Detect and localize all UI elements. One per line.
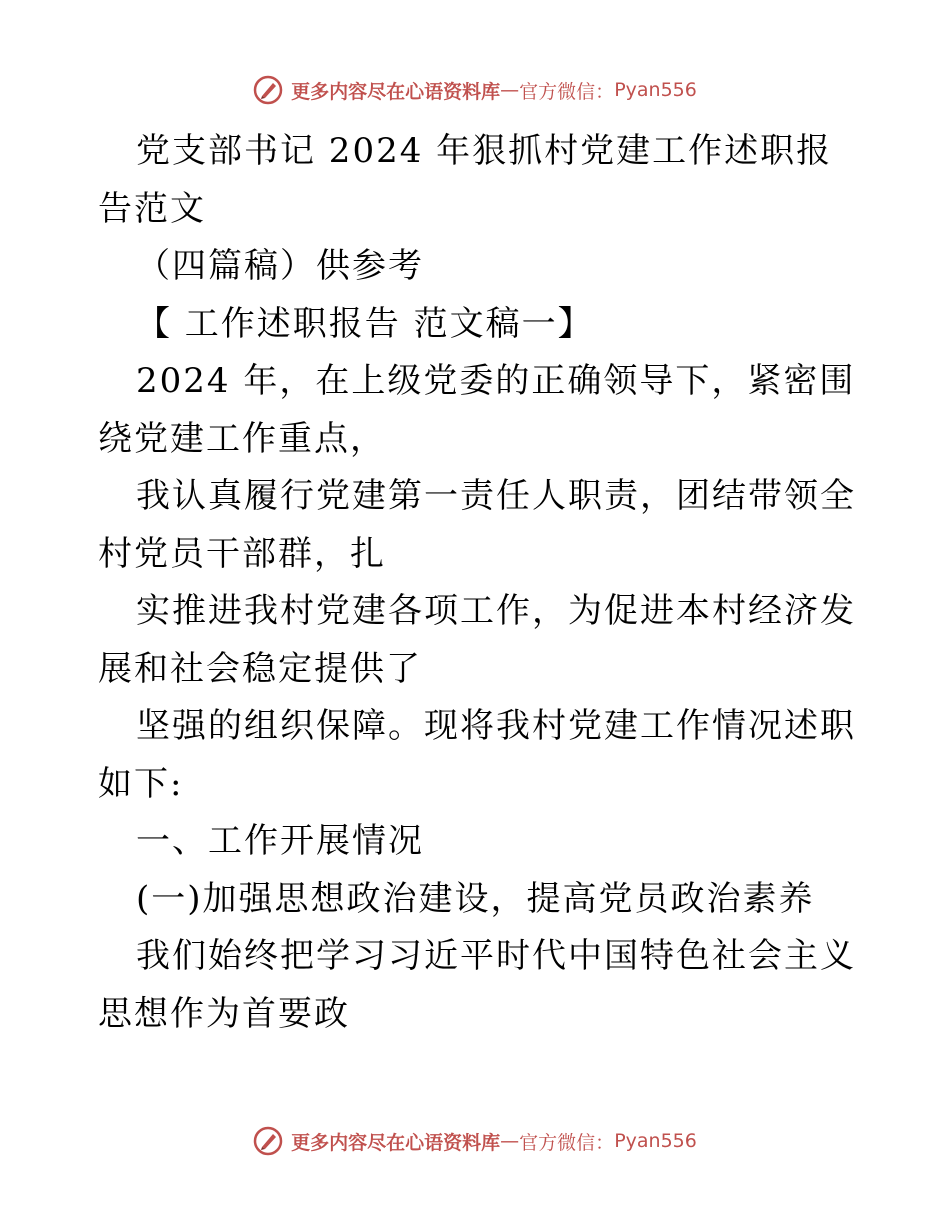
body-paragraph: 坚强的组织保障。现将我村党建工作情况述职如下: [98,706,856,804]
pen-logo-icon [253,1126,283,1156]
banner-wechat-id: Pyan556 [614,1130,697,1152]
banner-separator: — [500,1130,520,1152]
section-heading: 一、工作开展情况 [136,821,424,861]
section-heading: 【 工作述职报告 范文稿一】 [136,303,594,344]
footer-banner[interactable] [0,1121,950,1161]
header-banner[interactable] [0,70,950,110]
document-body [98,123,858,1043]
banner-brand: 更多内容尽在心语资料库 [291,1131,501,1154]
subsection-heading: (一)加强思想政治建设，提高党员政治素养 [136,878,815,919]
doc-subtitle: （四篇稿）供参考 [136,246,424,286]
banner-wechat-label: 官方微信： [519,1131,615,1154]
body-paragraph: 2024 年，在上级党委的正确领导下，紧密围绕党建工作重点， [98,361,856,459]
doc-title: 党支部书记 2024 年狠抓村党建工作述职报告范文 [98,131,833,229]
body-paragraph: 我们始终把学习习近平时代中国特色社会主义思想作为首要政 [98,936,856,1034]
banner-brand: 更多内容尽在心语资料库 [291,80,501,103]
body-paragraph: 我认真履行党建第一责任人职责，团结带领全村党员干部群，扎 [98,476,856,574]
banner-wechat-label: 官方微信： [519,80,615,103]
banner-separator: — [500,79,520,101]
pen-logo-icon [253,75,283,105]
body-paragraph: 实推进我村党建各项工作，为促进本村经济发展和社会稳定提供了 [98,591,856,689]
banner-wechat-id: Pyan556 [614,79,697,101]
